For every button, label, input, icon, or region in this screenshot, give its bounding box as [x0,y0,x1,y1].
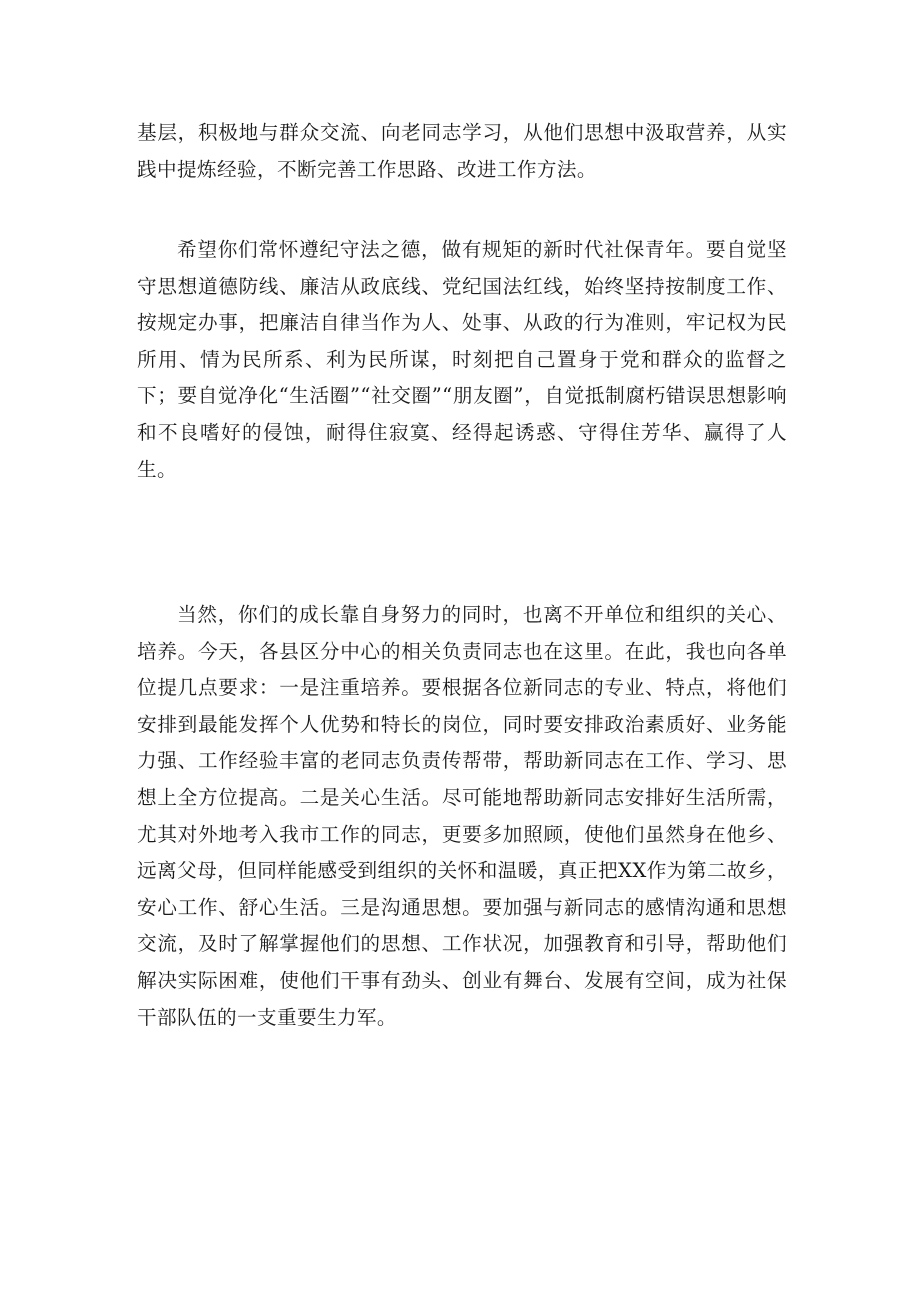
paragraph-continuation: 基层，积极地与群众交流、向老同志学习，从他们思想中汲取营养，从实践中提炼经验，不断完善工作思路、改进工作方法。 [137,121,787,181]
paragraph-discipline: 希望你们常怀遵纪守法之德，做有规矩的新时代社保青年。要自觉坚守思想道德防线、廉洁从政底线、党纪国法红线，始终坚持按制度工作、按规定办事，把廉洁自律当作为人、处事、从政的行为准则，牢记权为民所用、情为民所系、利为民所谋，时刻把自己置身于党和群众的监督之下；要自觉净化“生活圈”“社交圈”“朋友圈”，自觉抵制腐朽错误思想影响和不良嗜好的侵蚀，耐得住寂寞、经得起诱惑、守得住芳华、赢得了人生。 [137,238,787,481]
paragraph-requirements: 当然，你们的成长靠自身努力的同时，也离不开单位和组织的关心、培养。今天，各县区分中心的相关负责同志也在这里。在此，我也向各单位提几点要求：一是注重培养。要根据各位新同志的专业、特点，将他们安排到最能发挥个人优势和特长的岗位，同时要安排政治素质好、业务能力强、工作经验丰富的老同志负责传帮带，帮助新同志在工作、学习、思想上全方位提高。二是关心生活。尽可能地帮助新同志安排好生活所需，尤其对外地考入我市工作的同志，更要多加照顾，使他们虽然身在他乡、远离父母，但同样能感受到组织的关怀和温暖，真正把XX作为第二故乡，安心工作、舒心生活。三是沟通思想。要加强与新同志的感情沟通和思想交流，及时了解掌握他们的思想、工作状况，加强教育和引导，帮助他们解决实际困难，使他们干事有劲头、创业有舞台、发展有空间，成为社保干部队伍的一支重要生力军。 [137,603,787,1029]
